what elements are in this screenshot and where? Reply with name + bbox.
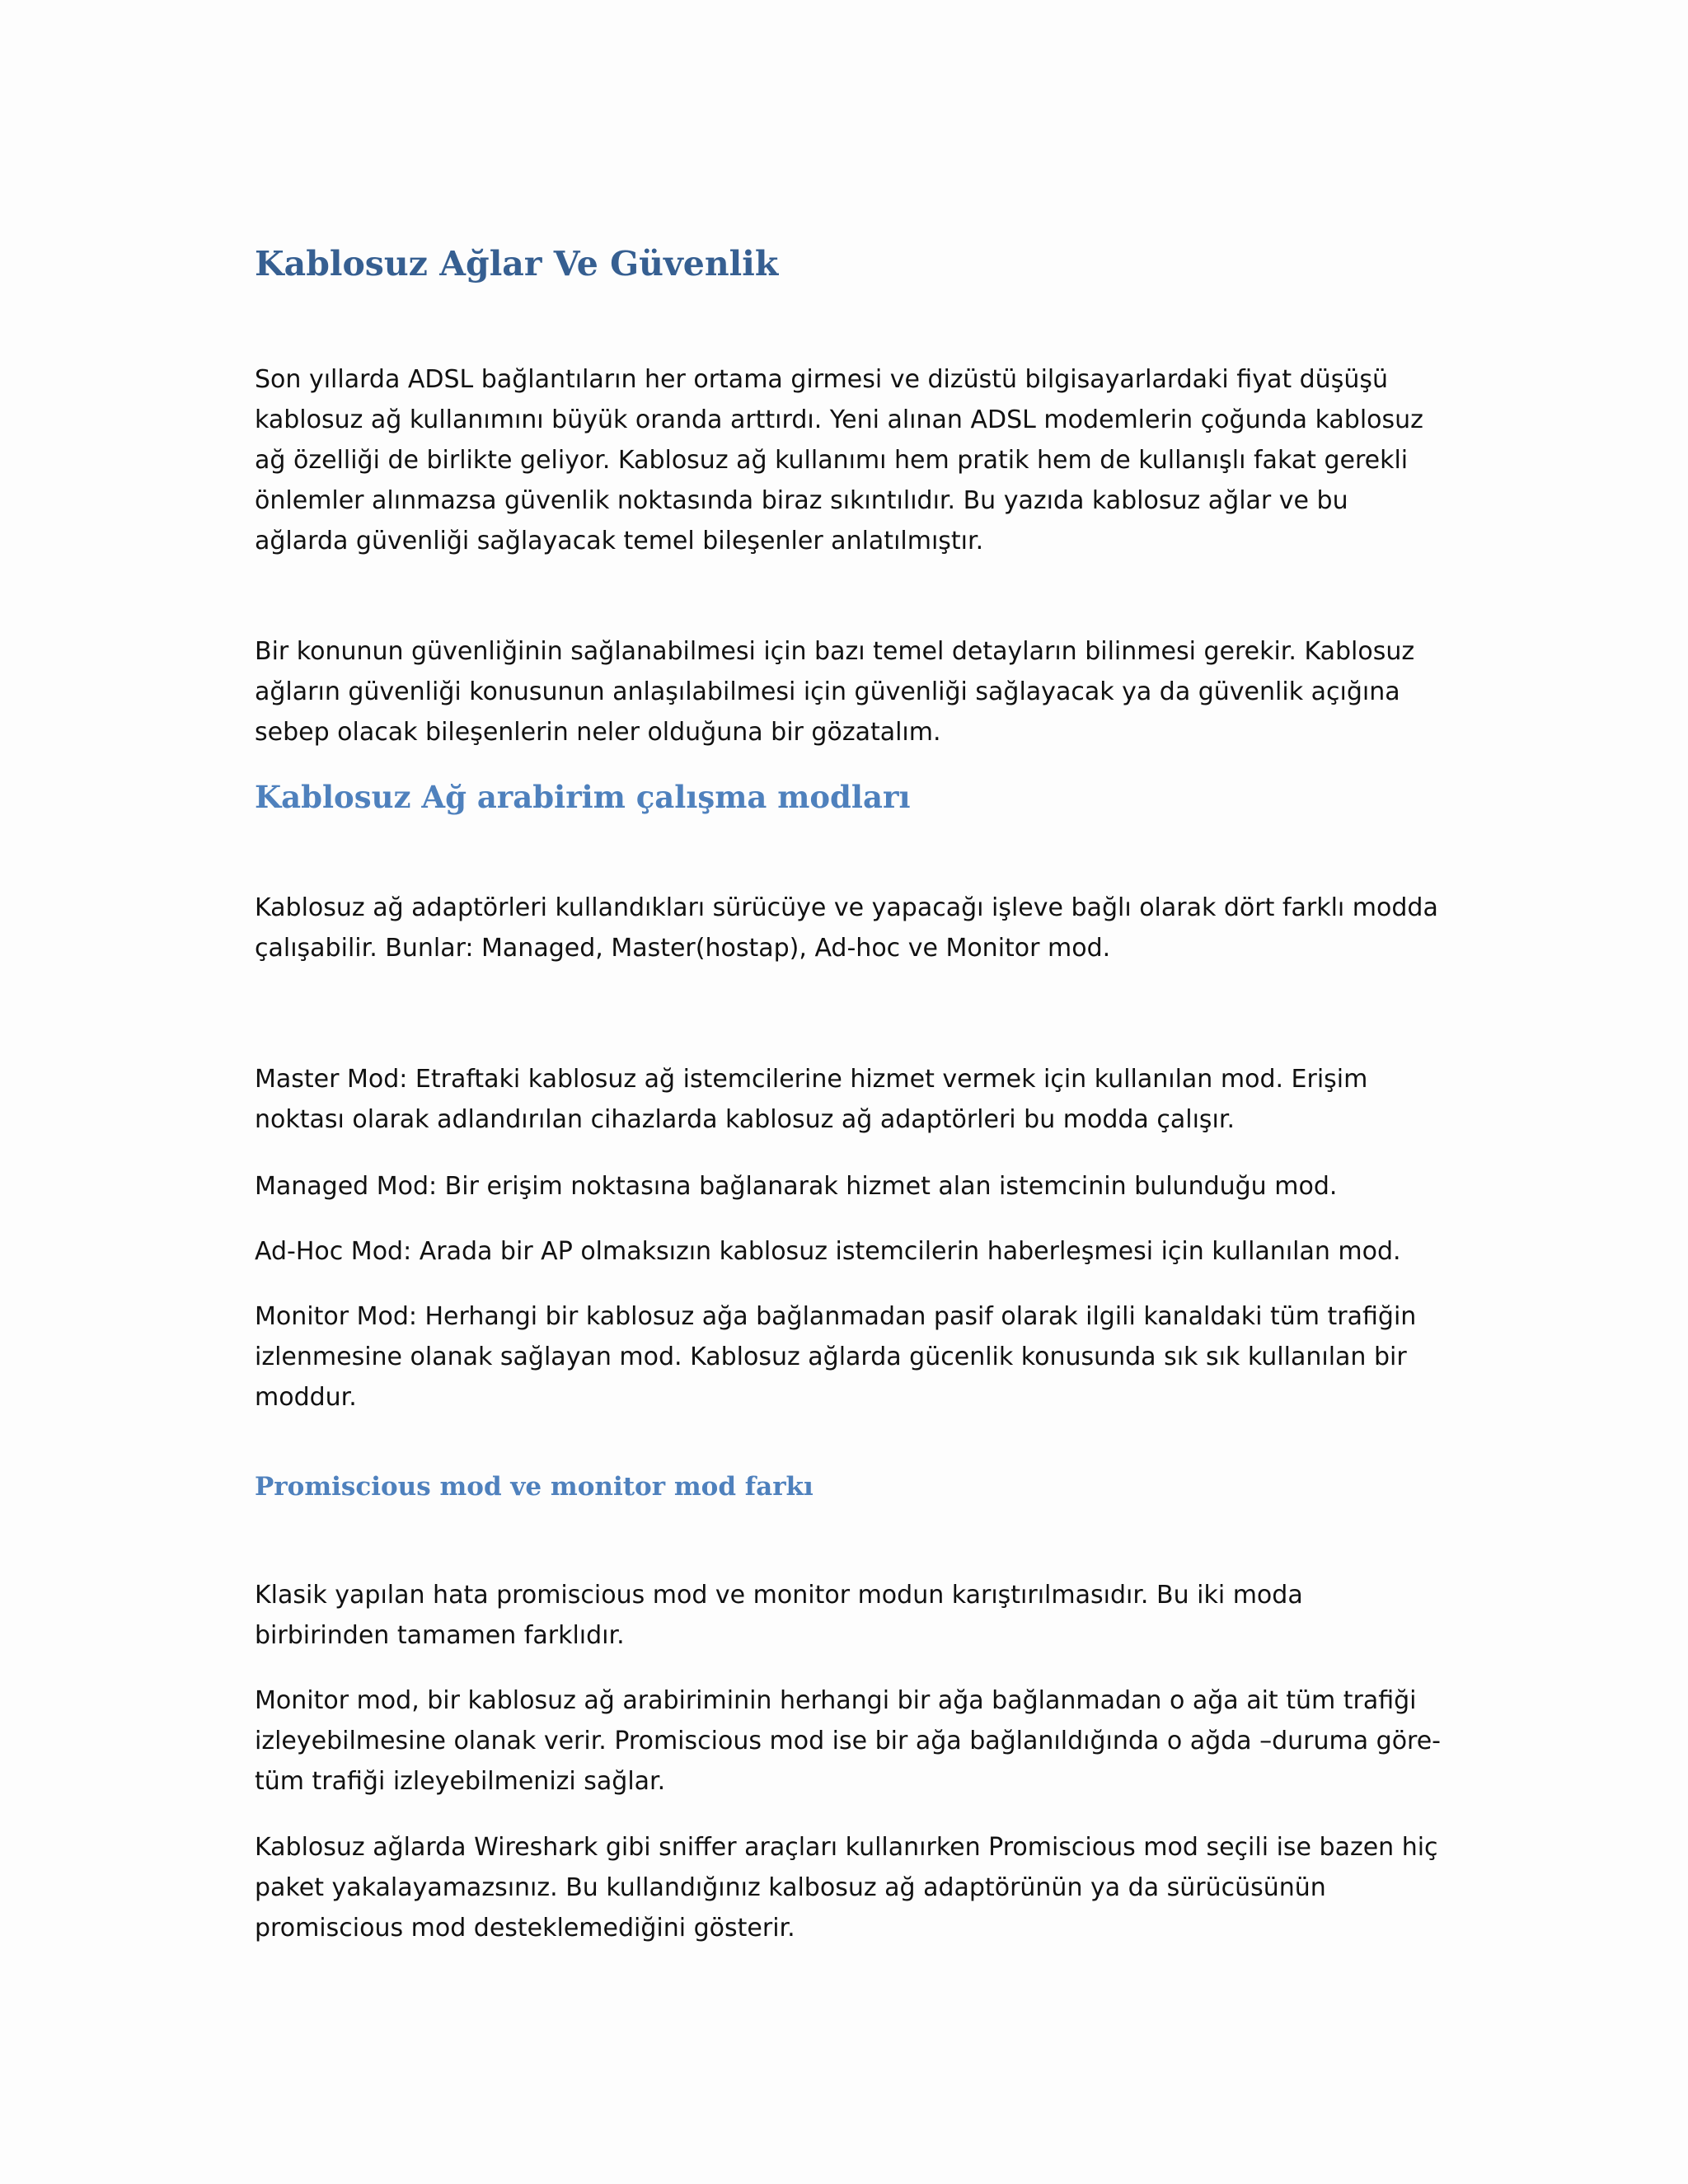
promiscious-paragraph-2: Monitor mod, bir kablosuz ağ arabiriminin herhangi bir ağa bağlanmadan o ağa ait tüm trafiği izleyebilmesine olanak verir. Promiscious mod ise bir ağa bağlanıldığında o ağda –duruma göre- tüm trafiği izleyebilmenizi sağlar.	[255, 1686, 1442, 1796]
section-heading-promiscious: Promiscious mod ve monitor mod farkı	[255, 1472, 814, 1502]
section-heading-modes: Kablosuz Ağ arabirim çalışma modları	[255, 779, 911, 815]
page-title: Kablosuz Ağlar Ve Güvenlik	[255, 244, 779, 284]
adhoc-mod-paragraph: Ad-Hoc Mod: Arada bir AP olmaksızın kablosuz istemcilerin haberleşmesi için kullanılan mod.	[255, 1237, 1401, 1266]
master-mod-paragraph: Master Mod: Etraftaki kablosuz ağ istemcilerine hizmet vermek için kullanılan mod. Erişim noktası olarak adlandırılan cihazlarda kablosuz ağ adaptörleri bu modda çalışır.	[255, 1065, 1368, 1134]
modes-intro-paragraph: Kablosuz ağ adaptörleri kullandıkları sürücüye ve yapacağı işleve bağlı olarak dört farklı modda çalışabilir. Bunlar: Managed, Master(hostap), Ad-hoc ve Monitor mod.	[255, 893, 1438, 963]
promiscious-paragraph-1: Klasik yapılan hata promiscious mod ve monitor modun karıştırılmasıdır. Bu iki moda birbirinden tamamen farklıdır.	[255, 1581, 1303, 1650]
second-paragraph: Bir konunun güvenliğinin sağlanabilmesi için bazı temel detayların bilinmesi gerekir. Kablosuz ağların güvenliği konusunun anlaşılabilmesi için güvenliği sağlayacak ya da güvenlik açığına sebep olacak bileşenlerin neler olduğuna bir gözatalım.	[255, 637, 1415, 747]
monitor-mod-paragraph: Monitor Mod: Herhangi bir kablosuz ağa bağlanmadan pasif olarak ilgili kanaldaki tüm trafiğin izlenmesine olanak sağlayan mod. Kablosuz ağlarda gücenlik konusunda sık sık kullanılan bir moddur.	[255, 1302, 1417, 1412]
promiscious-paragraph-3: Kablosuz ağlarda Wireshark gibi sniffer araçları kullanırken Promiscious mod seçili ise bazen hiç paket yakalayamazsınız. Bu kullandığınız kalbosuz ağ adaptörünün ya da sürücüsünün promiscious mod desteklemediğini gösterir.	[255, 1833, 1438, 1943]
managed-mod-paragraph: Managed Mod: Bir erişim noktasına bağlanarak hizmet alan istemcinin bulunduğu mod.	[255, 1172, 1338, 1201]
intro-paragraph: Son yıllarda ADSL bağlantıların her ortama girmesi ve dizüstü bilgisayarlardaki fiyat düşüşü kablosuz ağ kullanımını büyük oranda arttırdı. Yeni alınan ADSL modemlerin çoğunda kablosuz ağ özelliği de birlikte geliyor. Kablosuz ağ kullanımı hem pratik hem de kullanışlı fakat gerekli önlemler alınmazsa güvenlik noktasında biraz sıkıntılıdır. Bu yazıda kablosuz ağlar ve bu ağlarda güvenliği sağlayacak temel bileşenler anlatılmıştır.	[255, 365, 1423, 555]
